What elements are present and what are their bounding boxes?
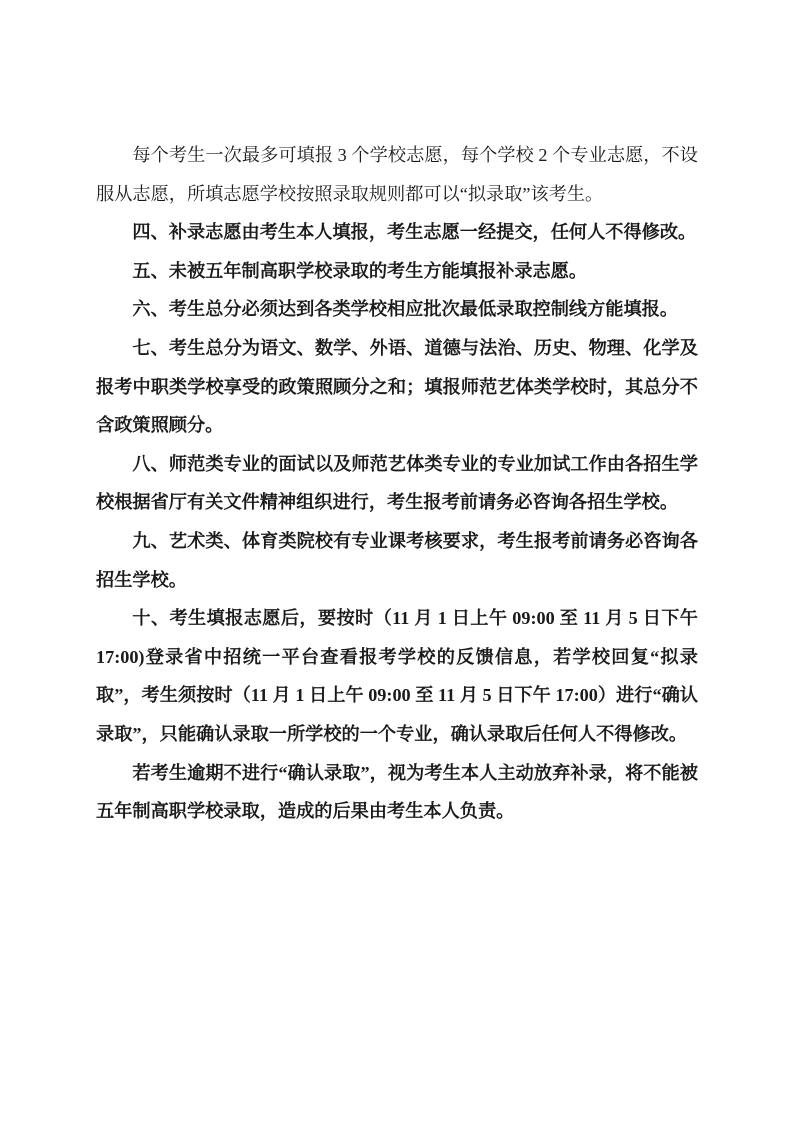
paragraph-item-6: 六、考生总分必须达到各类学校相应批次最低录取控制线方能填报。 <box>132 299 679 320</box>
paragraph-item-10: 十、考生填报志愿后，要按时（11 月 1 日上午 09:00 至 11 月 5 日下午 17:00)登录省中招统一平台查看报考学校的反馈信息，若学校回复“拟录取”，考生须按时（11 月 1 日上午 09:00 至 11 月 5 日下午 17:00）进行“确认录取”，只能确认录取一所学校的一个专业，确认录取后任何人不得修改。 <box>96 608 698 744</box>
paragraph-item-4: 四、补录志愿由考生本人填报，考生志愿一经提交，任何人不得修改。 <box>132 222 697 243</box>
paragraph-intro: 每个考生一次最多可填报 3 个学校志愿，每个学校 2 个专业志愿，不设服从志愿，所填志愿学校按照录取规则都可以“拟录取”该考生。 <box>96 145 698 204</box>
paragraph-item-7: 七、考生总分为语文、数学、外语、道德与法治、历史、物理、化学及报考中职类学校享受的政策照顾分之和；填报师范艺体类学校时，其总分不含政策照顾分。 <box>96 337 698 436</box>
paragraph-item-8: 八、师范类专业的面试以及师范艺体类专业的专业加试工作由各招生学校根据省厅有关文件精神组织进行，考生报考前请务必咨询各招生学校。 <box>96 453 698 513</box>
paragraph-closing: 若考生逾期不进行“确认录取”，视为考生本人主动放弃补录，将不能被五年制高职学校录取，造成的后果由考生本人负责。 <box>96 762 698 822</box>
document-body <box>96 136 698 831</box>
paragraph-item-9: 九、艺术类、体育类院校有专业课考核要求，考生报考前请务必咨询各招生学校。 <box>96 530 698 590</box>
paragraph-item-5: 五、未被五年制高职学校录取的考生方能填报补录志愿。 <box>132 260 588 281</box>
